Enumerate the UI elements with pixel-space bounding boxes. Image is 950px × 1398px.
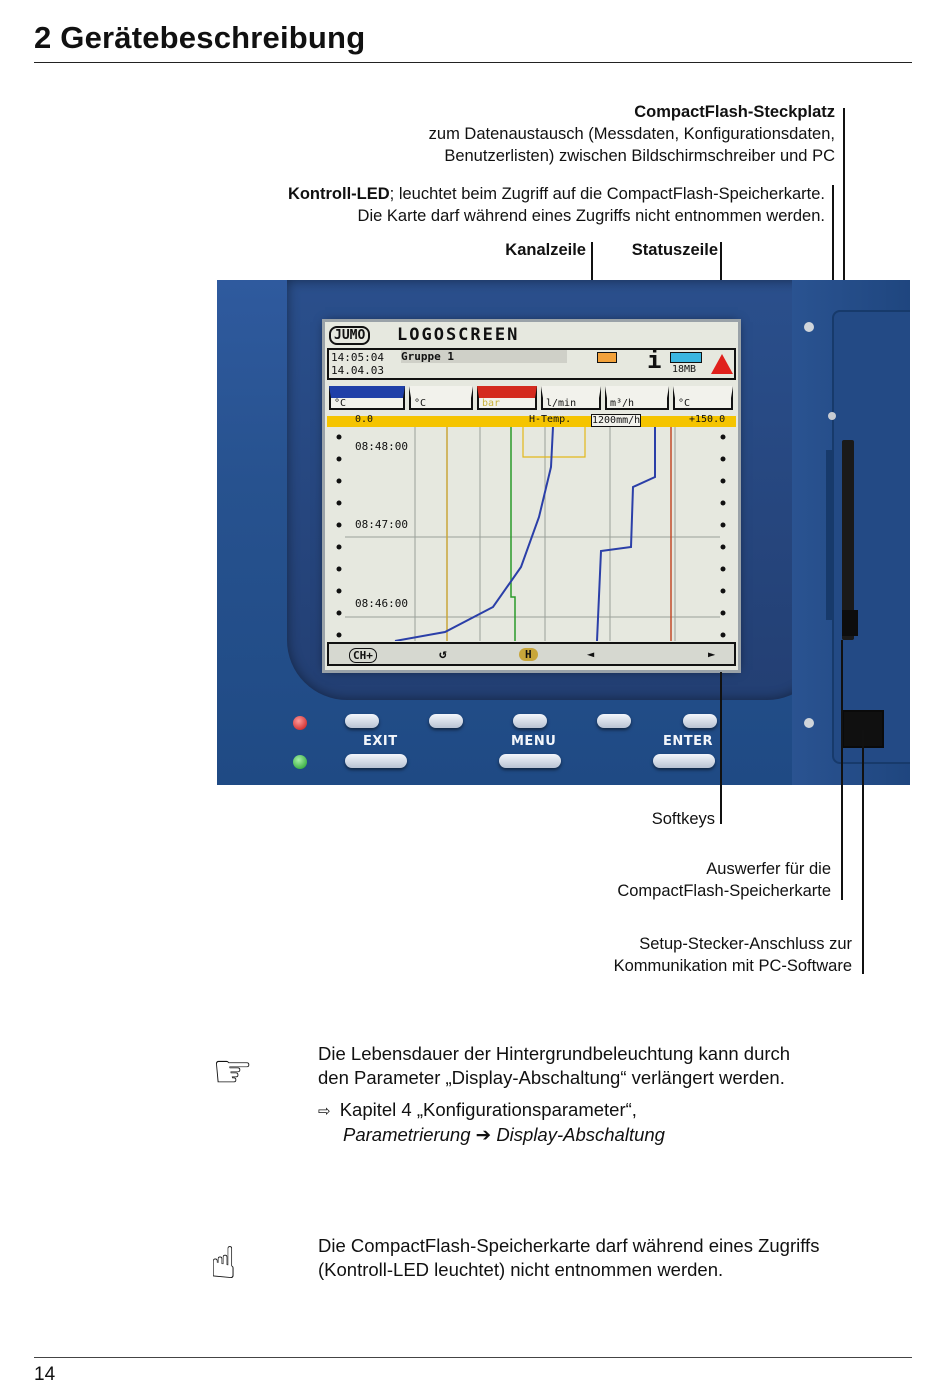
channel-4: +79 l/min xyxy=(541,386,601,410)
callout-cf-slot-line1: zum Datenaustausch (Messdaten, Konfigurationsdaten, xyxy=(428,125,835,143)
note-backlight-line2: den Parameter „Display-Abschaltung“ verlängert werden. xyxy=(318,1067,785,1088)
screen-group: Gruppe 1 xyxy=(401,350,567,363)
callout-cf-slot-title: CompactFlash-Steckplatz xyxy=(634,103,835,121)
callout-led-title: Kontroll-LED xyxy=(287,185,390,203)
led-red xyxy=(293,716,307,730)
note-cf-card xyxy=(318,1234,819,1282)
exit-label: EXIT xyxy=(363,734,398,749)
reference-arrow-icon: ⇨ xyxy=(318,1102,331,1120)
device-display xyxy=(325,322,738,670)
trend-time-2: 08:47:00 xyxy=(355,518,408,531)
note-reference-chapter[interactable]: Kapitel 4 „Konfigurationsparameter“, xyxy=(339,1099,637,1120)
softkey-scroll-left-icon[interactable]: ◄ xyxy=(587,647,595,661)
note-backlight xyxy=(318,1042,790,1148)
battery-icon xyxy=(597,352,617,363)
softkey-refresh-icon[interactable]: ↺ xyxy=(439,647,447,662)
callout-cf-slot xyxy=(429,101,835,167)
exit-button[interactable] xyxy=(345,754,407,768)
alarm-bell-icon xyxy=(711,354,733,374)
callout-statuszeile: Statuszeile xyxy=(631,241,718,259)
leader-softkeys xyxy=(720,672,722,824)
note-backlight-line1: Die Lebensdauer der Hintergrundbeleuchtung kann durch xyxy=(318,1043,791,1064)
menu-button[interactable] xyxy=(499,754,561,768)
callout-led xyxy=(288,183,825,227)
callout-cf-slot-line2: Benutzerlisten) zwischen Bildschirmschreiber und PC xyxy=(444,147,835,165)
callout-setup: Setup-Stecker-Anschluss zur Kommunikation mit PC-Software xyxy=(613,935,852,975)
callout-softkeys: Softkeys xyxy=(651,810,715,828)
note-reference-param: Parametrierung xyxy=(343,1124,471,1145)
page-title: 2 Gerätebeschreibung xyxy=(34,20,366,55)
channel-2: +271.1 °C xyxy=(409,386,473,410)
footer-rule xyxy=(34,1357,912,1358)
leader-ejector xyxy=(841,640,843,900)
channel-5: +4.17 m³/h xyxy=(605,386,669,410)
trend-time-3: 08:46:00 xyxy=(355,597,408,610)
softkey-1-button[interactable] xyxy=(345,714,379,728)
menu-path-arrow-icon: ➔ xyxy=(475,1125,492,1146)
side-door xyxy=(792,280,910,785)
scale-right: +150.0 xyxy=(689,414,726,425)
channel-3: +3.6 bar xyxy=(477,386,537,410)
trend-time-1: 08:48:00 xyxy=(355,440,408,453)
led-green xyxy=(293,755,307,769)
callout-ejector: Auswerfer für die CompactFlash-Speicherkarte xyxy=(617,860,831,900)
scale-left: 0.0 xyxy=(355,414,374,425)
callout-led-rest: ; leuchtet beim Zugriff auf die CompactFlash-Speicherkarte. xyxy=(389,185,825,203)
softkey-2-button[interactable] xyxy=(429,714,463,728)
callout-kanalzeile: Kanalzeile xyxy=(505,241,586,259)
memory-icon xyxy=(670,352,702,363)
note-reference-display: Display-Abschaltung xyxy=(496,1124,665,1145)
softkey-3-button[interactable] xyxy=(513,714,547,728)
softkey-hold[interactable]: H xyxy=(519,648,538,661)
menu-label: MENU xyxy=(511,734,557,749)
channel-6: +200.5 °C xyxy=(673,386,733,410)
note-cf-card-line1: Die CompactFlash-Speicherkarte darf während eines Zugriffs xyxy=(318,1235,820,1256)
pointing-hand-icon: ☞ xyxy=(212,1044,254,1098)
callout-led-line2: Die Karte darf während eines Zugriffs nicht entnommen werden. xyxy=(357,207,825,225)
screen-memory: 18MB xyxy=(672,364,697,375)
chart-speed: 1200mm/h xyxy=(592,415,641,426)
enter-button[interactable] xyxy=(653,754,715,768)
note-cf-card-line2: (Kontroll-LED leuchtet) nicht entnommen werden. xyxy=(318,1259,724,1280)
softkey-5-button[interactable] xyxy=(683,714,717,728)
softkey-scroll-right-icon[interactable]: ► xyxy=(708,647,716,661)
channel-1: +83.9 °C xyxy=(329,386,405,410)
screen-date: 14.04.03 xyxy=(331,364,384,377)
screen-time: 14:05:04 xyxy=(331,351,384,364)
leader-setup xyxy=(862,730,864,974)
enter-label: ENTER xyxy=(663,734,714,749)
page-number: 14 xyxy=(34,1364,56,1385)
scale-mid: H-Temp. xyxy=(529,414,572,425)
header-rule xyxy=(34,62,912,63)
softkey-ch-plus[interactable]: CH+ xyxy=(349,648,377,663)
logoscreen-logo: LOGOSCREEN xyxy=(397,325,520,345)
softkey-4-button[interactable] xyxy=(597,714,631,728)
raised-finger-icon: ☝ xyxy=(210,1238,237,1289)
info-icon: i xyxy=(647,346,662,374)
jumo-logo: JUMO xyxy=(329,326,370,345)
